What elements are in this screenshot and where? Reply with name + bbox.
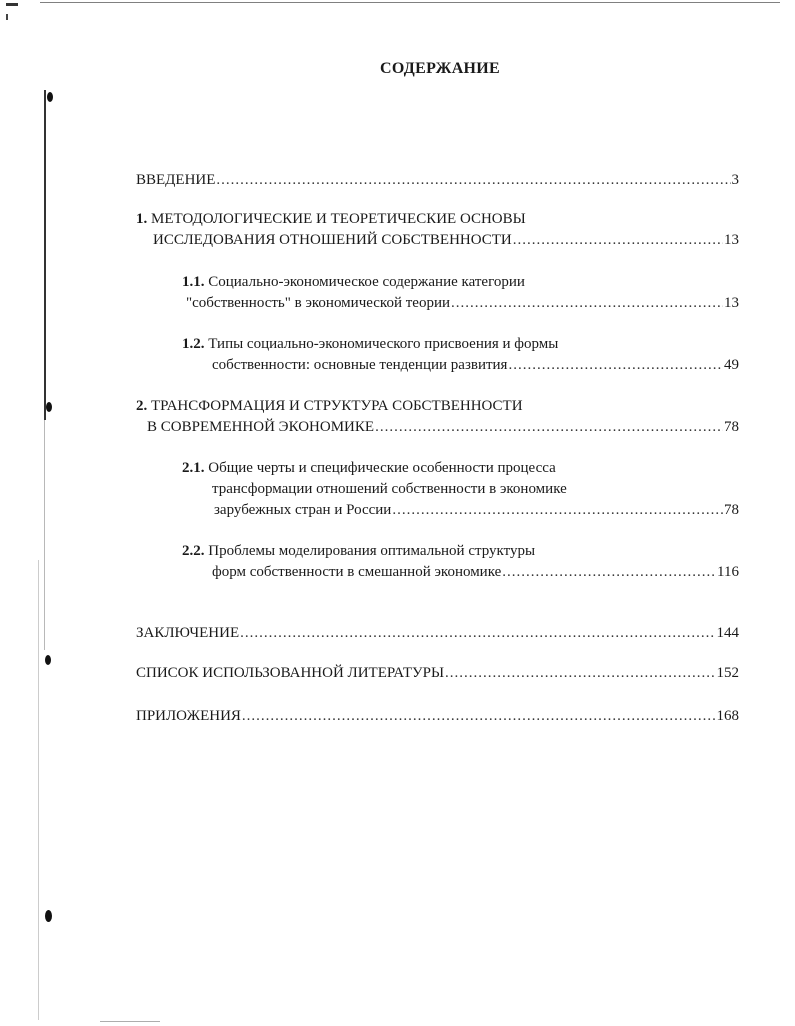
toc-entry-label: собственности: основные тенденции развития: [212, 357, 508, 373]
dot-leader: [502, 562, 716, 583]
chapter-number: 1.: [136, 211, 148, 227]
punch-hole-icon: [45, 910, 52, 922]
toc-page-number: 13: [724, 232, 739, 248]
punch-hole-icon: [45, 655, 51, 665]
page-title: СОДЕРЖАНИЕ: [379, 60, 501, 77]
toc-page-number: 116: [717, 564, 739, 580]
toc-page-number: 49: [724, 357, 739, 373]
toc-entry-section-1-2: [182, 334, 739, 376]
toc-entry-label: В СОВРЕМЕННОЙ ЭКОНОМИКЕ: [147, 419, 375, 435]
toc-entry-label: Социально-экономическое содержание категории: [208, 274, 525, 290]
dot-leader: [240, 623, 715, 644]
punch-hole-icon: [47, 92, 53, 102]
scan-mark: [6, 3, 18, 6]
toc-entry-section-1-1: [182, 272, 739, 314]
dot-leader: [375, 417, 723, 438]
toc-page-number: 3: [731, 172, 739, 188]
dot-leader: [508, 355, 723, 376]
toc-entry-label: ПРИЛОЖЕНИЯ: [136, 708, 241, 724]
toc-entry-label: СПИСОК ИСПОЛЬЗОВАННОЙ ЛИТЕРАТУРЫ: [136, 665, 445, 681]
scan-edge-line: [100, 1021, 160, 1022]
toc-page-number: 78: [724, 502, 739, 518]
binding-edge: [44, 420, 45, 650]
scan-mark: [6, 14, 8, 20]
toc-entry-label: "собственность" в экономической теории: [186, 295, 450, 311]
toc-entry-intro: [136, 170, 739, 191]
toc-page-number: 13: [724, 295, 739, 311]
toc-entry-label: ИССЛЕДОВАНИЯ ОТНОШЕНИЙ СОБСТВЕННОСТИ: [153, 232, 512, 248]
chapter-number: 2.: [136, 398, 148, 414]
toc-entry-section-2-1: [182, 458, 739, 521]
section-number: 1.1.: [182, 274, 205, 290]
section-number: 2.2.: [182, 543, 205, 559]
toc-entry-section-2-2: [182, 541, 739, 583]
dot-leader: [242, 706, 716, 727]
dot-leader: [216, 170, 730, 191]
toc-entry-label: МЕТОДОЛОГИЧЕСКИЕ И ТЕОРЕТИЧЕСКИЕ ОСНОВЫ: [151, 211, 526, 227]
section-number: 2.1.: [182, 460, 205, 476]
toc-entry-label: ВВЕДЕНИЕ: [136, 172, 216, 188]
binding-edge: [44, 90, 46, 420]
dot-leader: [445, 663, 715, 684]
toc-page-number: 168: [716, 708, 739, 724]
toc-page-number: 78: [724, 419, 739, 435]
binding-edge: [38, 560, 39, 1020]
dot-leader: [513, 230, 723, 251]
toc-entry-label: ЗАКЛЮЧЕНИЕ: [136, 625, 240, 641]
toc-entry-bibliography: [136, 663, 739, 684]
toc-entry-label: Проблемы моделирования оптимальной структуры: [208, 543, 536, 559]
toc-entry-label: трансформации отношений собственности в экономике: [212, 481, 567, 497]
toc-entry-appendix: [136, 706, 739, 727]
section-number: 1.2.: [182, 336, 205, 352]
toc-page-number: 144: [716, 625, 739, 641]
toc-entry-conclusion: [136, 623, 739, 644]
toc-entry-chapter-1: [136, 209, 739, 251]
dot-leader: [392, 500, 723, 521]
punch-hole-icon: [46, 402, 52, 412]
toc-entry-chapter-2: [136, 396, 739, 438]
toc-entry-label: ТРАНСФОРМАЦИЯ И СТРУКТУРА СОБСТВЕННОСТИ: [151, 398, 523, 414]
scan-edge-line: [40, 2, 780, 3]
toc-entry-label: Типы социально-экономического присвоения и формы: [208, 336, 559, 352]
dot-leader: [451, 293, 723, 314]
toc-entry-label: Общие черты и специфические особенности процесса: [208, 460, 556, 476]
toc-entry-label: форм собственности в смешанной экономике: [212, 564, 502, 580]
toc-page-number: 152: [716, 665, 739, 681]
toc-entry-label: зарубежных стран и России: [214, 502, 392, 518]
